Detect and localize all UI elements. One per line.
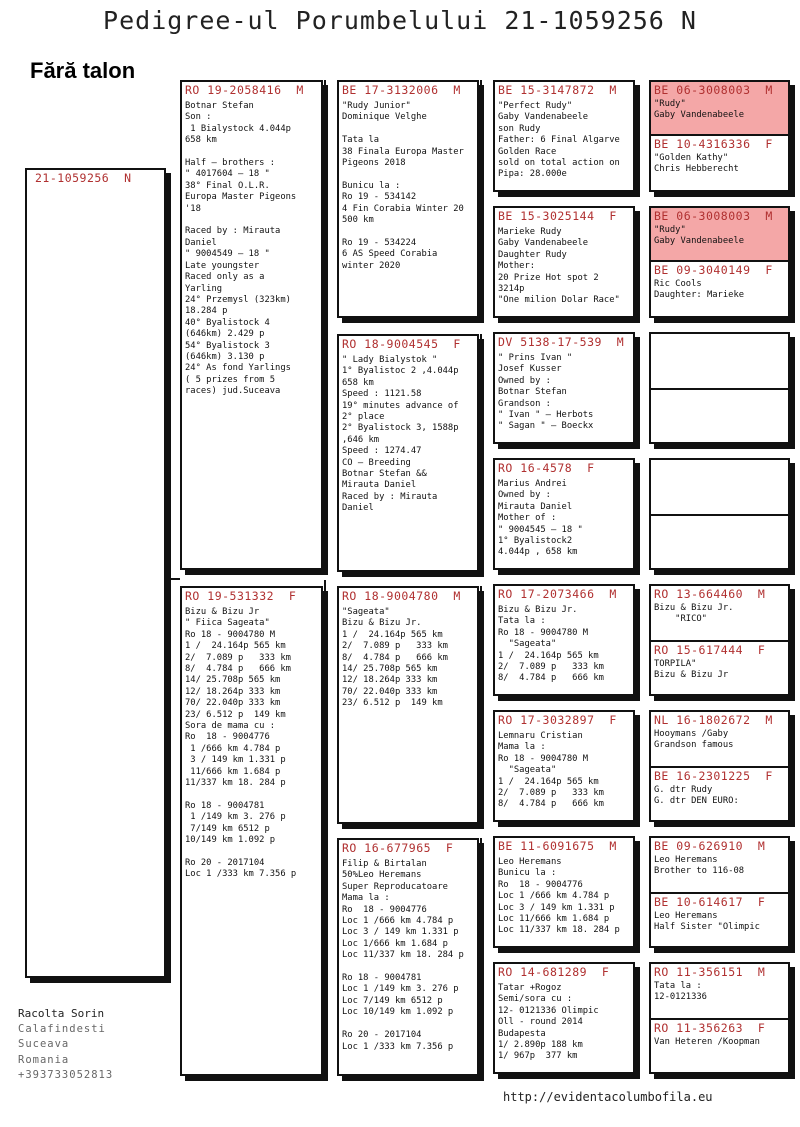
pigeon-info: Tatar +Rogoz Semi/sora cu : 12- 0121336 Olimpic Oll - round 2014 Budapesta 1/ 2.890p 188 km 1/ 967p 377 km xyxy=(498,983,599,1062)
connector xyxy=(480,334,482,458)
owner-info xyxy=(18,1006,113,1084)
pigeon-card-gen4-pair xyxy=(649,206,790,318)
pigeon-info: Leo Heremans Half Sister "Olimpic xyxy=(654,911,760,933)
ring-number: BE 06-3008003 M xyxy=(654,83,773,97)
pigeon-info: Filip & Birtalan 50%Leo Heremans Super Reproducatoare Mama la : Ro 18 - 9004776 Loc 1 /666 km 4.784 p Loc 3 / 149 km 1.331 p Loc 1/666 km 1.684 p Loc 11/337 km 18. 284 p Ro 18 - 9004781 Loc 1 /149 km 3. 276 p Loc 7/149 km 6512 p Loc 10/149 km 1.092 p Ro 20 - 2017104 Loc 1 /333 km 7.356 p xyxy=(342,859,464,1052)
pigeon-card-gen4-pair-empty xyxy=(649,332,790,444)
website-link[interactable]: http://evidentacolumbofila.eu xyxy=(503,1090,713,1104)
owner-locality: Calafindesti xyxy=(18,1022,106,1035)
pigeon-info: Leo Heremans Bunicu la : Ro 18 - 9004776 Loc 1 /666 km 4.784 p Loc 3 / 149 km 1.331 p Loc 11/666 km 1.684 p Loc 11/337 km 18. 284 p xyxy=(498,857,620,936)
pigeon-card-gen3 xyxy=(493,458,635,570)
pigeon-card-gen4-pair xyxy=(649,710,790,822)
pigeon-info: Tata la : 12-0121336 xyxy=(654,981,707,1003)
ring-number: BE 15-3025144 F xyxy=(498,209,617,223)
connector xyxy=(480,80,482,204)
pigeon-card-gen3 xyxy=(493,584,635,696)
pigeon-info: "Rudy" Gaby Vandenabeele xyxy=(654,225,745,247)
pigeon-card-gen2 xyxy=(337,586,479,824)
ring-number: RO 11-356263 F xyxy=(654,1021,766,1035)
connector xyxy=(480,586,482,710)
ring-number: BE 09-626910 M xyxy=(654,839,766,853)
pigeon-info: Lemnaru Cristian Mama la : Ro 18 - 9004780 M "Sageata" 1 / 24.164p 565 km 2/ 7.089 p 333 km 8/ 4.784 p 666 km xyxy=(498,731,604,810)
pigeon-card-sire xyxy=(180,80,323,570)
ring-number: RO 13-664460 M xyxy=(654,587,766,601)
pigeon-info: Bizu & Bizu Jr " Fiica Sageata" Ro 18 - 9004780 M 1 / 24.164p 565 km 2/ 7.089 p 333 km 8/ 4.784 p 666 km 14/ 25.708p 565 km 12/ 18.264p 333 km 70/ 22.040p 333 km 23/ 6.512 p 149 km Sora de mama cu : Ro 18 - 9004776 1 /666 km 4.784 p 3 / 149 km 1.331 p 11/666 km 1.684 p 11/337 km 18. 284 p Ro 18 - 9004781 1 /149 km 3. 276 p 7/149 km 6512 p 10/149 km 1.092 p Ro 20 - 2017104 Loc 1 /333 km 7.356 p xyxy=(185,607,297,880)
pigeon-info: G. dtr Rudy G. dtr DEN EURO: xyxy=(654,785,739,807)
ring-number: BE 10-614617 F xyxy=(654,895,766,909)
owner-county: Suceava xyxy=(18,1038,70,1050)
ring-number: BE 17-3132006 M xyxy=(342,83,461,97)
ring-number: RO 19-531332 F xyxy=(185,589,297,603)
pigeon-info: Marius Andrei Owned by : Mirauta Daniel Mother of : " 9004545 – 18 " 1° Byalistock2 4.044p , 658 km xyxy=(498,479,583,558)
pigeon-info: Bizu & Bizu Jr. Tata la : Ro 18 - 9004780 M "Sageata" 1 / 24.164p 565 km 2/ 7.089 p 333 km 8/ 4.784 p 666 km xyxy=(498,605,604,684)
pigeon-card-gen4-pair xyxy=(649,80,790,192)
pigeon-card-gen4-pair xyxy=(649,584,790,696)
pigeon-info: "Golden Kathy" Chris Hebberecht xyxy=(654,153,739,175)
pigeon-info: " Prins Ivan " Josef Kusser Owned by : Botnar Stefan Grandson : " Ivan " – Herbots " Sagan " – Boeckx xyxy=(498,353,594,432)
ring-number: 21-1059256 N xyxy=(35,171,132,185)
ring-number: RO 14-681289 F xyxy=(498,965,610,979)
pigeon-card-gen3 xyxy=(493,710,635,822)
connector xyxy=(480,838,482,962)
pigeon-info: " Lady Bialystok " 1° Byalistoc 2 ,4.044p 658 km Speed : 1121.58 19° minutes advance of 2° place 2° Byalistock 3, 1588p ,646 km Speed : 1274.47 CO – Breeding Botnar Stefan && Mirauta Daniel Raced by : Mirauta Daniel xyxy=(342,355,459,514)
pigeon-info: Botnar Stefan Son : 1 Bialystock 4.044p 658 km Half – brothers : " 4017604 – 18 " 38° Final O.L.R. Europa Master Pigeons '18 Raced by : Mirauta Daniel " 9004549 – 18 " Late youngster Raced only as a Yarling 24° Przemysl (323km) 18.284 p 40° Byalistock 4 (646km) 2.429 p 54° Byalistock 3 (646km) 3.130 p 24° As fond Yarlings ( 5 prizes from 5 races) jud.Suceava xyxy=(185,101,297,397)
owner-phone: +393733052813 xyxy=(18,1069,114,1081)
pigeon-info: "Sageata" Bizu & Bizu Jr. 1 / 24.164p 565 km 2/ 7.089 p 333 km 8/ 4.784 p 666 km 14/ 25.708p 565 km 12/ 18.264p 333 km 70/ 22.040p 333 km 23/ 6.512 p 149 km xyxy=(342,607,448,709)
pigeon-info: Leo Heremans Brother to 116-08 xyxy=(654,855,745,877)
ring-number: RO 16-4578 F xyxy=(498,461,595,475)
pigeon-card-gen3 xyxy=(493,80,635,192)
pigeon-card-gen2 xyxy=(337,838,479,1076)
connector xyxy=(166,578,180,580)
ring-number: BE 16-2301225 F xyxy=(654,769,773,783)
pigeon-card-gen4-pair xyxy=(649,962,790,1074)
ring-number: RO 17-2073466 M xyxy=(498,587,617,601)
pigeon-info: Bizu & Bizu Jr. "RICO" xyxy=(654,603,734,625)
owner-country: Romania xyxy=(18,1053,70,1066)
pigeon-info: Ric Cools Daughter: Marieke xyxy=(654,279,745,301)
pigeon-card-dam xyxy=(180,586,323,1076)
pigeon-info: "Perfect Rudy" Gaby Vandenabeele son Rudy Father: 6 Final Algarve Golden Race sold on total action on Pipa: 28.000e xyxy=(498,101,620,180)
pigeon-info: Hooymans /Gaby Grandson famous xyxy=(654,729,734,751)
ring-number: BE 15-3147872 M xyxy=(498,83,617,97)
pigeon-info: Marieke Rudy Gaby Vandenabeele Daughter Rudy Mother: 20 Prize Hot spot 2 3214p "One milion Dolar Race" xyxy=(498,227,620,306)
page-title: Pedigree-ul Porumbelului 21-1059256 N xyxy=(103,6,697,35)
pigeon-info: TORPILA" Bizu & Bizu Jr xyxy=(654,659,729,681)
pigeon-card-gen3 xyxy=(493,206,635,318)
ring-number: NL 16-1802672 M xyxy=(654,713,773,727)
pigeon-info: Van Heteren /Koopman xyxy=(654,1037,760,1047)
ring-number: RO 18-9004780 M xyxy=(342,589,461,603)
pigeon-info: "Rudy" Gaby Vandenabeele xyxy=(654,99,745,121)
pigeon-info: "Rudy Junior" Dominique Velghe Tata la 38 Finala Europa Master Pigeons 2018 Bunicu la : Ro 19 - 534142 4 Fin Corabia Winter 20 500 km Ro 19 - 534224 6 AS Speed Corabia winter 2020 xyxy=(342,101,464,271)
pigeon-card-gen3 xyxy=(493,836,635,948)
ring-number: RO 17-3032897 F xyxy=(498,713,617,727)
pigeon-card-gen4-pair-empty xyxy=(649,458,790,570)
ring-number: BE 06-3008003 M xyxy=(654,209,773,223)
ring-number: RO 16-677965 F xyxy=(342,841,454,855)
pigeon-card-gen4-pair xyxy=(649,836,790,948)
ring-number: BE 10-4316336 F xyxy=(654,137,773,151)
ring-number: RO 15-617444 F xyxy=(654,643,766,657)
ring-number: BE 11-6091675 M xyxy=(498,839,617,853)
pigeon-card-subject xyxy=(25,168,166,978)
pigeon-card-gen2 xyxy=(337,334,479,572)
connector xyxy=(324,580,326,840)
ring-number: BE 09-3040149 F xyxy=(654,263,773,277)
connector xyxy=(166,178,168,580)
ring-number: RO 19-2058416 M xyxy=(185,83,304,97)
ring-number: RO 18-9004545 F xyxy=(342,337,461,351)
pigeon-card-gen2 xyxy=(337,80,479,318)
owner-name: Racolta Sorin xyxy=(18,1007,105,1020)
pigeon-card-gen3 xyxy=(493,332,635,444)
no-ring-card-note: Fără talon xyxy=(30,58,136,83)
ring-number: DV 5138-17-539 M xyxy=(498,335,625,349)
pigeon-card-gen3 xyxy=(493,962,635,1074)
ring-number: RO 11-356151 M xyxy=(654,965,766,979)
connector xyxy=(324,80,326,334)
